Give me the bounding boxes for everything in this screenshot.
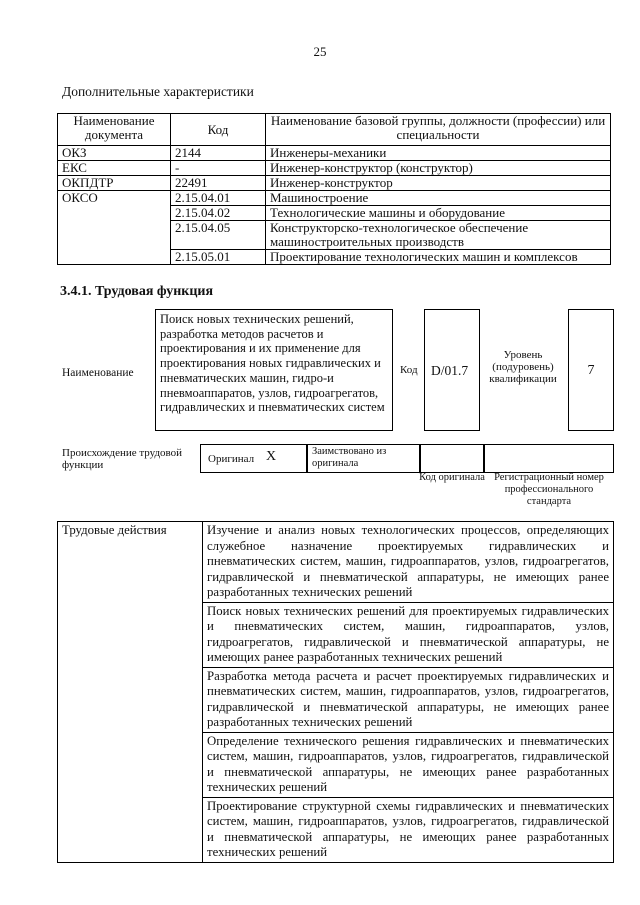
table-row	[58, 522, 614, 603]
original-code-box	[419, 444, 485, 473]
code-caption: Код оригинала	[419, 472, 485, 483]
header-document: Наименование документа	[58, 114, 171, 146]
name-cell: Инженеры-механики	[266, 146, 611, 161]
additional-characteristics-table	[57, 113, 611, 265]
labor-actions-table	[57, 521, 614, 863]
doc-cell: ОКСО	[58, 191, 171, 265]
function-code-box	[424, 309, 480, 431]
reg-caption: Регистрационный номер профессионального стандарта	[494, 472, 604, 507]
original-mark: X	[266, 449, 277, 464]
level-value: 7	[587, 363, 595, 378]
code-cell: 2.15.04.02	[171, 206, 266, 221]
reg-number-box	[483, 444, 614, 473]
table-row	[58, 191, 611, 206]
name-cell: Технологические машины и оборудование	[266, 206, 611, 221]
name-cell: Проектирование технологических машин и комплексов	[266, 250, 611, 265]
function-name-box	[155, 309, 393, 431]
function-heading: 3.4.1. Трудовая функция	[60, 284, 214, 299]
code-cell: 2.15.04.01	[171, 191, 266, 206]
action-item: Проектирование структурной схемы гидравлических и пневматических систем, машин, гидроаппаратов, узлов, гидроагрегатов, гидравлической и пневматической аппаратуры, не имеющих ранее разработанных технических решений	[203, 797, 614, 862]
section-title: Дополнительные характеристики	[62, 84, 254, 99]
borrowed-box	[306, 444, 421, 473]
actions-label: Трудовые действия	[58, 522, 203, 863]
name-cell: Инженер-конструктор	[266, 176, 611, 191]
code-cell: -	[171, 161, 266, 176]
name-cell: Машиностроение	[266, 191, 611, 206]
name-label: Наименование	[62, 367, 134, 379]
name-cell: Инженер-конструктор (конструктор)	[266, 161, 611, 176]
code-label: Код	[400, 364, 418, 376]
origin-box	[200, 444, 308, 473]
name-cell: Конструкторско-технологическое обеспечение машиностроительных производств	[266, 221, 611, 250]
header-code: Код	[171, 114, 266, 146]
doc-cell: ЕКС	[58, 161, 171, 176]
doc-cell: ОКПДТР	[58, 176, 171, 191]
code-cell: 22491	[171, 176, 266, 191]
origin-label: Происхождение трудовой функции	[62, 447, 183, 471]
action-item: Поиск новых технических решений для проектируемых гидравлических и пневматических систем, машин, гидроаппаратов, узлов, гидроагрегатов, гидравлической и пневматической аппаратуры, не имеющих ранее разработанных технических решений	[203, 602, 614, 667]
table-row	[58, 146, 611, 161]
function-code-value: D/01.7	[431, 363, 469, 378]
header-name: Наименование базовой группы, должности (профессии) или специальности	[266, 114, 611, 146]
code-cell: 2.15.04.05	[171, 221, 266, 250]
action-item: Изучение и анализ новых технологических процессов, определяющих служебное назначение проектируемых гидравлических и пневматических систем, машин, гидроаппаратов, узлов, гидроагрегатов, гидравлической и пневматической аппаратуры, не имеющих ранее разработанных технических решений	[203, 522, 614, 603]
table-row	[58, 161, 611, 176]
level-label: Уровень (подуровень) квалификации	[489, 349, 557, 385]
code-cell: 2.15.05.01	[171, 250, 266, 265]
table-header-row	[58, 114, 611, 146]
function-name-text: Поиск новых технических решений, разработка методов расчетов и проектирования и их применение для проектирования новых гидравлических и пневматических машин, гидро-и пневмоаппаратов, узлов, гидроагрегатов, гидравлических и пневматических систем	[160, 312, 385, 415]
code-cell: 2144	[171, 146, 266, 161]
action-item: Разработка метода расчета и расчет проектируемых гидравлических и пневматических систем, машин, гидроаппаратов, узлов, гидроагрегатов, гидравлической и пневматической аппаратуры, не имеющих ранее разработанных технических решений	[203, 667, 614, 732]
borrowed-label: Заимствовано из оригинала	[312, 446, 387, 469]
page-number: 25	[313, 44, 327, 59]
doc-cell: ОКЗ	[58, 146, 171, 161]
level-box	[568, 309, 614, 431]
table-row	[58, 176, 611, 191]
action-item: Определение технического решения гидравлических и пневматических систем, машин, гидроаппаратов, узлов, гидроагрегатов, гидравлической и пневматической аппаратуры, не имеющих ранее разработанных технических решений	[203, 732, 614, 797]
original-label: Оригинал	[208, 453, 255, 465]
